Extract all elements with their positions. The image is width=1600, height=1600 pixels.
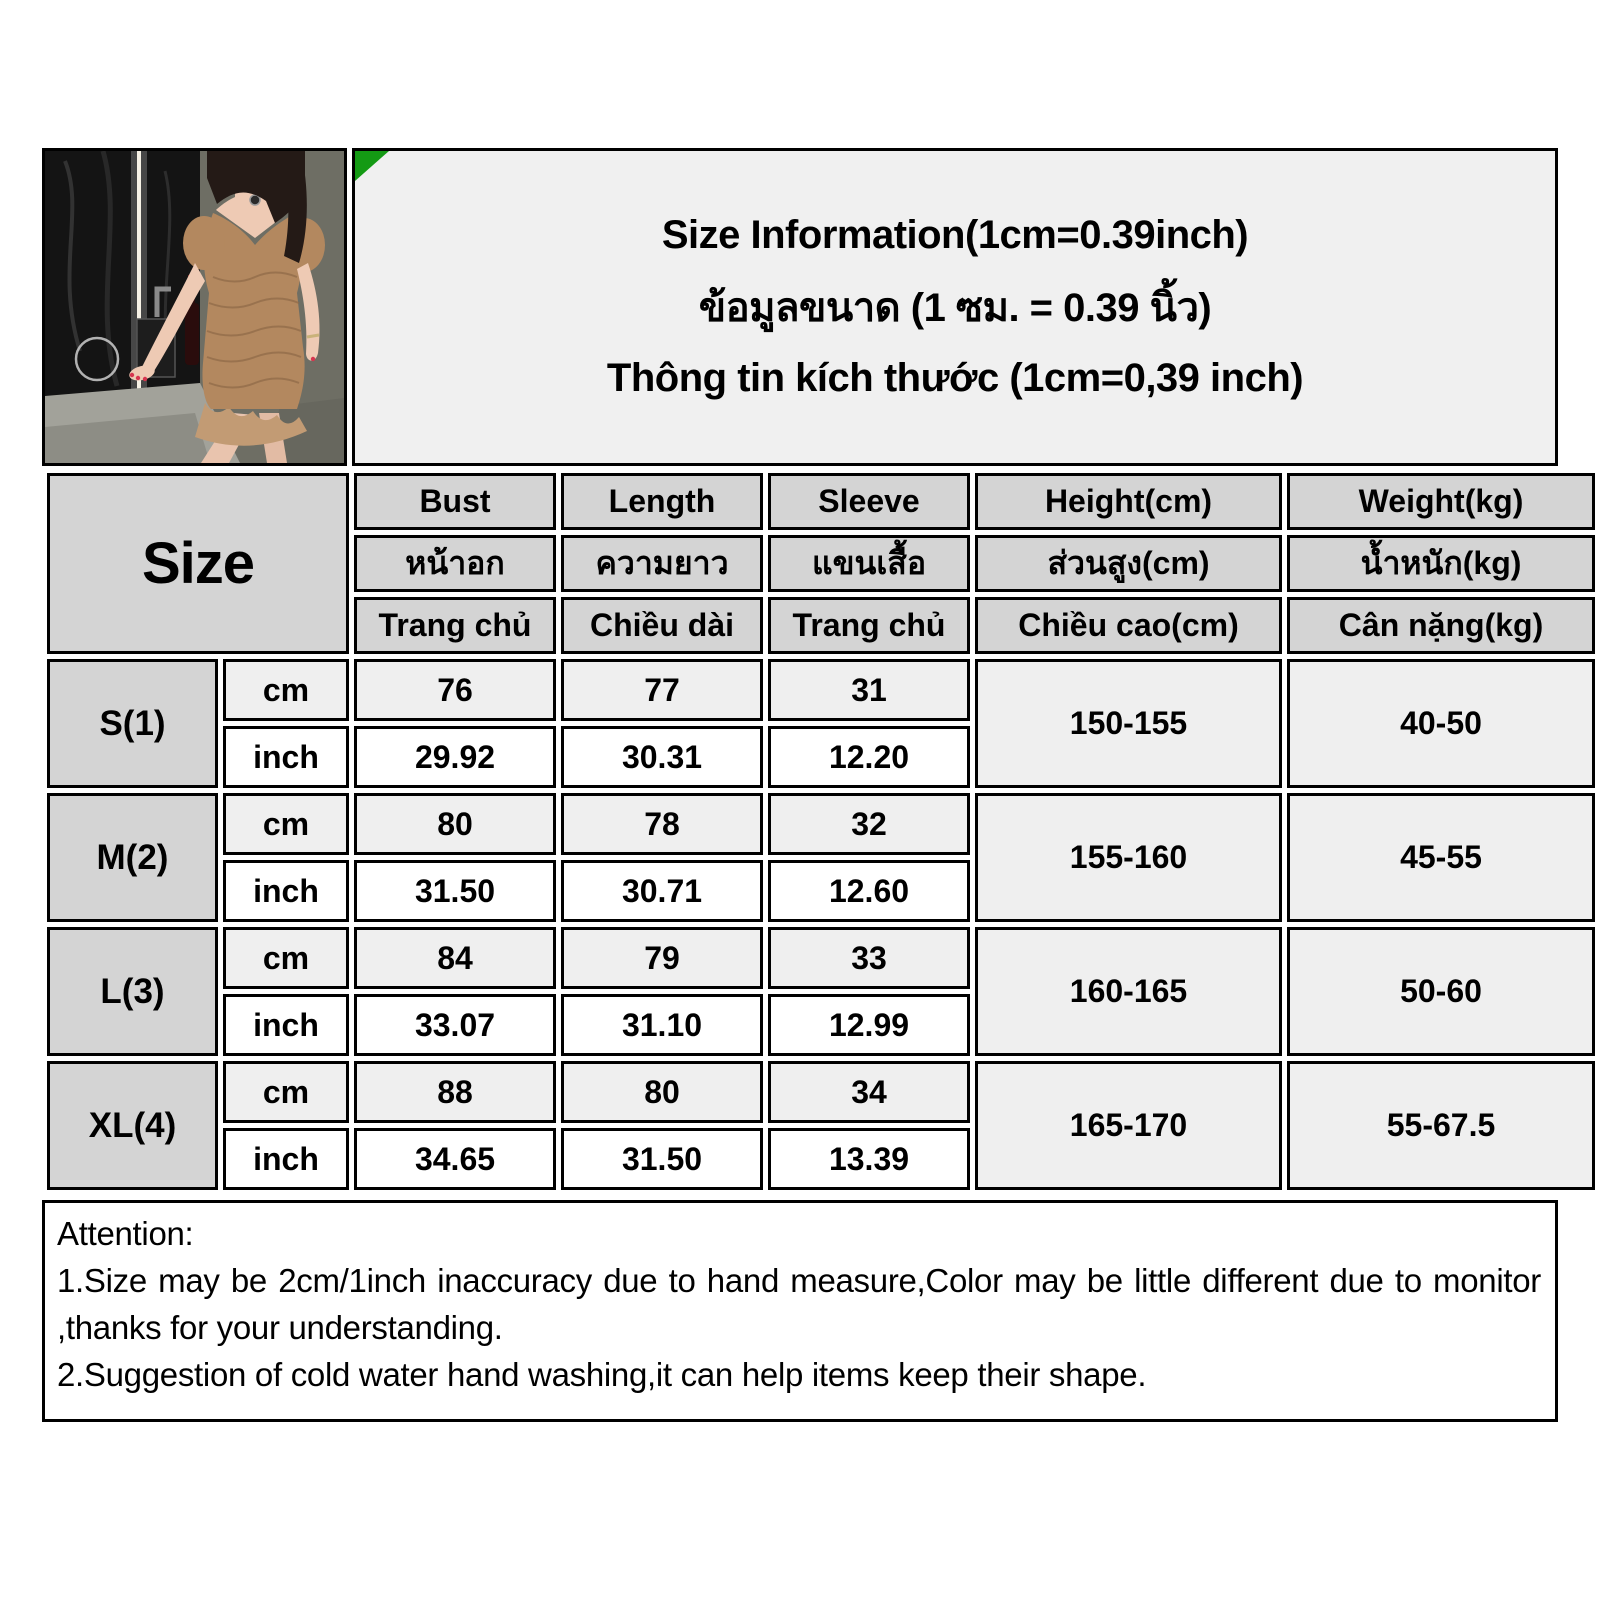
xl-height: 165-170: [975, 1061, 1282, 1190]
header-sleeve-en: Sleeve: [768, 473, 970, 530]
red-nail: [136, 376, 140, 380]
title-panel: [352, 148, 1558, 466]
bracelet: [307, 335, 319, 337]
m-length-cm: 78: [561, 793, 763, 855]
unit-cm: cm: [223, 793, 349, 855]
l-length-inch: 31.10: [561, 994, 763, 1056]
unit-cm: cm: [223, 1061, 349, 1123]
size-header-cell: Size: [47, 473, 349, 654]
header-weight-vi: Cân nặng(kg): [1287, 597, 1595, 654]
l-bust-cm: 84: [354, 927, 556, 989]
m-bust-cm: 80: [354, 793, 556, 855]
header-length-th: ความยาว: [561, 535, 763, 592]
m-bust-inch: 31.50: [354, 860, 556, 922]
xl-sleeve-cm: 34: [768, 1061, 970, 1123]
header-row-english: [47, 473, 1595, 530]
row-xl-cm: [47, 1061, 1595, 1123]
size-table: [42, 468, 1600, 1195]
attention-box: [42, 1200, 1558, 1422]
l-weight: 50-60: [1287, 927, 1595, 1056]
product-photo: [42, 148, 347, 466]
title-thai: ข้อมูลขนาด (1 ซม. = 0.39 นิ้ว): [698, 286, 1212, 330]
l-height: 160-165: [975, 927, 1282, 1056]
necklace-pendant: [250, 195, 260, 205]
top-section: [42, 148, 1558, 466]
title-english: Size Information(1cm=0.39inch): [661, 213, 1249, 257]
row-l-cm: [47, 927, 1595, 989]
header-length-vi: Chiều dài: [561, 597, 763, 654]
size-label-s: S(1): [47, 659, 218, 788]
s-bust-inch: 29.92: [354, 726, 556, 788]
xl-weight: 55-67.5: [1287, 1061, 1595, 1190]
l-sleeve-cm: 33: [768, 927, 970, 989]
header-bust-vi: Trang chủ: [354, 597, 556, 654]
attention-heading: Attention:: [57, 1215, 194, 1252]
m-sleeve-inch: 12.60: [768, 860, 970, 922]
s-sleeve-cm: 31: [768, 659, 970, 721]
header-bust-th: หน้าอก: [354, 535, 556, 592]
s-weight: 40-50: [1287, 659, 1595, 788]
unit-cm: cm: [223, 927, 349, 989]
red-nail: [143, 377, 147, 381]
m-height: 155-160: [975, 793, 1282, 922]
puff-sleeve-left: [183, 216, 225, 270]
m-sleeve-cm: 32: [768, 793, 970, 855]
red-nail: [311, 357, 315, 361]
header-height-en: Height(cm): [975, 473, 1282, 530]
row-m-cm: [47, 793, 1595, 855]
unit-inch: inch: [223, 1128, 349, 1190]
xl-sleeve-inch: 13.39: [768, 1128, 970, 1190]
s-bust-cm: 76: [354, 659, 556, 721]
red-nail: [130, 373, 134, 377]
size-label-xl: XL(4): [47, 1061, 218, 1190]
title-vietnamese: Thông tin kích thước (1cm=0,39 inch): [606, 356, 1304, 400]
header-sleeve-vi: Trang chủ: [768, 597, 970, 654]
header-height-th: ส่วนสูง(cm): [975, 535, 1282, 592]
xl-bust-cm: 88: [354, 1061, 556, 1123]
m-length-inch: 30.71: [561, 860, 763, 922]
header-height-vi: Chiều cao(cm): [975, 597, 1282, 654]
header-weight-en: Weight(kg): [1287, 473, 1595, 530]
xl-length-cm: 80: [561, 1061, 763, 1123]
unit-cm: cm: [223, 659, 349, 721]
size-label-m: M(2): [47, 793, 218, 922]
l-sleeve-inch: 12.99: [768, 994, 970, 1056]
unit-inch: inch: [223, 860, 349, 922]
header-sleeve-th: แขนเสื้อ: [768, 535, 970, 592]
s-height: 150-155: [975, 659, 1282, 788]
row-s-cm: [47, 659, 1595, 721]
s-sleeve-inch: 12.20: [768, 726, 970, 788]
product-photo-illustration: [45, 151, 344, 463]
l-bust-inch: 33.07: [354, 994, 556, 1056]
l-length-cm: 79: [561, 927, 763, 989]
header-weight-th: น้ำหนัก(kg): [1287, 535, 1595, 592]
m-weight: 45-55: [1287, 793, 1595, 922]
xl-length-inch: 31.50: [561, 1128, 763, 1190]
attention-note-2: 2.Suggestion of cold water hand washing,it can help items keep their shape.: [57, 1355, 1147, 1393]
green-corner-marker: [355, 151, 389, 181]
size-chart-page: [42, 148, 1558, 1422]
header-length-en: Length: [561, 473, 763, 530]
attention-note-1: 1.Size may be 2cm/1inch inaccuracy due to hand measure,Color may be little different due to monitor ,thanks for your understanding.: [57, 1261, 1541, 1346]
xl-bust-inch: 34.65: [354, 1128, 556, 1190]
size-label-l: L(3): [47, 927, 218, 1056]
s-length-cm: 77: [561, 659, 763, 721]
s-length-inch: 30.31: [561, 726, 763, 788]
header-bust-en: Bust: [354, 473, 556, 530]
unit-inch: inch: [223, 994, 349, 1056]
unit-inch: inch: [223, 726, 349, 788]
